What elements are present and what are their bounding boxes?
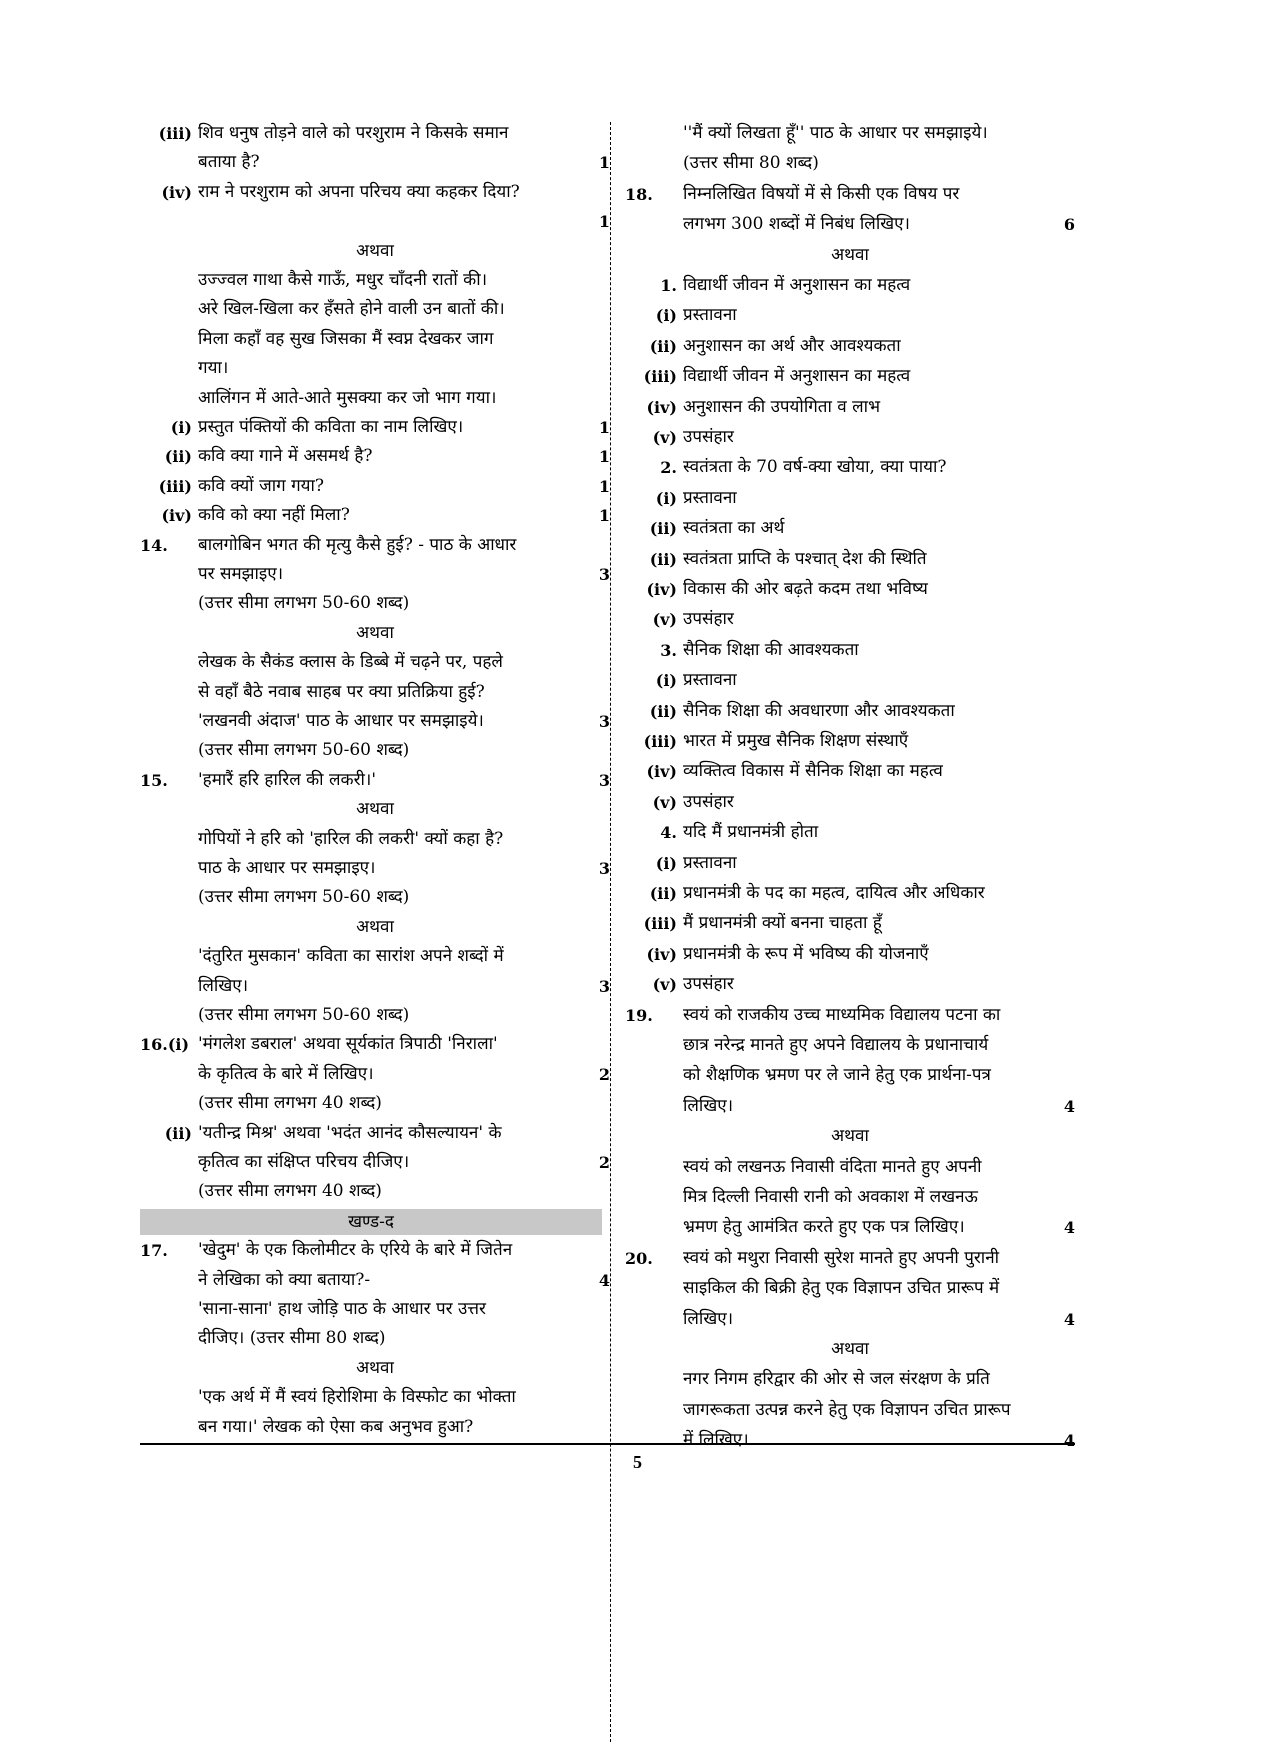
question-text: लिखिए।: [683, 1095, 734, 1116]
question-line: [140, 118, 610, 149]
athva-label: अथवा: [356, 916, 394, 937]
question-line: [140, 471, 610, 502]
question-line: [140, 1000, 610, 1031]
question-text: कवि क्यों जाग गया?: [198, 475, 325, 496]
question-text: 'दंतुरित मुसकान' कविता का सारांश अपने शब्दों में: [198, 946, 504, 967]
question-text: भ्रमण हेतु आमंत्रित करते हुए एक पत्र लिखिए।: [683, 1217, 965, 1238]
question-line: [625, 635, 1075, 666]
athva-label: अथवा: [831, 244, 869, 265]
question-text: 'यतीन्द्र मिश्र' अथवा 'भदंत आनंद कौसल्यायन' के: [198, 1122, 502, 1143]
question-text: स्वतंत्रता का अर्थ: [683, 518, 785, 539]
question-line: [625, 148, 1075, 179]
question-line: [140, 1059, 610, 1090]
marks: 1: [598, 476, 610, 496]
question-number: (ii): [649, 884, 677, 903]
question-text: यदि मैं प्रधानमंत्री होता: [683, 822, 819, 843]
question-text: जागरूकता उत्पन्न करने हेतु एक विज्ञापन उचित प्रारूप: [683, 1399, 1011, 1420]
question-line: [625, 817, 1075, 848]
question-text: स्वतंत्रता के 70 वर्ष-क्या खोया, क्या पाया?: [683, 457, 947, 478]
question-line: [625, 1121, 1075, 1152]
marks: 1: [598, 153, 610, 173]
question-line: [625, 118, 1075, 149]
marks: 1: [598, 447, 610, 467]
question-text: (उत्तर सीमा लगभग 40 शब्द): [198, 1181, 382, 1202]
question-line: [140, 1323, 610, 1354]
question-text: स्वयं को राजकीय उच्च माध्यमिक विद्यालय पटना का: [683, 1004, 1001, 1025]
question-line: [140, 1147, 610, 1178]
question-line: [625, 574, 1075, 605]
question-line: [625, 1000, 1075, 1031]
question-line: [140, 765, 610, 796]
question-number: (iv): [646, 397, 677, 417]
question-text: निम्नलिखित विषयों में से किसी एक विषय पर: [683, 183, 960, 204]
question-text: सैनिक शिक्षा की अवधारणा और आवश्यकता: [683, 700, 955, 721]
question-text: (उत्तर सीमा लगभग 40 शब्द): [198, 1093, 382, 1114]
question-number: (v): [652, 975, 677, 995]
question-line: [625, 452, 1075, 483]
page-number: 5: [633, 1452, 642, 1472]
question-text: दीजिए। (उत्तर सीमा 80 शब्द): [198, 1328, 386, 1349]
question-number: (iv): [161, 506, 192, 526]
question-line: [625, 209, 1075, 240]
question-text: अरे खिल-खिला कर हँसते होने वाली उन बातों की।: [198, 299, 505, 320]
question-number: 18.: [625, 184, 653, 204]
question-line: [625, 1273, 1075, 1304]
question-line: [625, 604, 1075, 635]
question-line: [625, 544, 1075, 575]
question-line: [140, 853, 610, 884]
marks: 4: [1063, 1309, 1075, 1329]
question-text: कवि क्या गाने में असमर्थ है?: [198, 446, 373, 467]
question-line: [140, 236, 610, 267]
question-number: 14.: [140, 535, 168, 555]
question-number: (iii): [158, 124, 192, 143]
question-line: [140, 353, 610, 384]
question-line: [140, 941, 610, 972]
question-line: [140, 1353, 610, 1384]
question-line: [140, 500, 610, 531]
question-line: [140, 677, 610, 708]
question-number: (i): [655, 488, 677, 508]
question-number: 16.(i): [140, 1035, 190, 1055]
question-text: अनुशासन का अर्थ और आवश्यकता: [683, 335, 901, 356]
marks: 3: [598, 976, 610, 996]
question-text: 'लखनवी अंदाज' पाठ के आधार पर समझाइये।: [198, 711, 484, 731]
footer-rule: [140, 1443, 1075, 1445]
question-number: (ii): [164, 447, 192, 467]
marks: 3: [598, 565, 610, 584]
question-text: मित्र दिल्ली निवासी रानी को अवकाश में लखनऊ: [683, 1187, 978, 1207]
question-text: भारत में प्रमुख सैनिक शिक्षण संस्थाएँ: [683, 731, 909, 751]
question-number: (ii): [649, 701, 677, 721]
question-line: [625, 696, 1075, 727]
question-number: (i): [655, 671, 677, 691]
question-text: 'हमारैं हरि हारिल की लकरी।': [198, 769, 377, 790]
question-text: को शैक्षणिक भ्रमण पर ले जाने हेतु एक प्रार्थना-पत्र: [683, 1065, 991, 1086]
question-text: पर समझाइए।: [198, 564, 284, 584]
question-line: [140, 530, 610, 561]
question-text: (उत्तर सीमा लगभग 50-60 शब्द): [198, 887, 410, 908]
question-line: [625, 1060, 1075, 1091]
question-text: 'खेदुम' के एक किलोमीटर के एरिये के बारे में जितेन: [198, 1240, 513, 1261]
question-text: विद्यार्थी जीवन में अनुशासन का महत्व: [683, 275, 911, 295]
question-line: [625, 969, 1075, 1000]
question-number: 19.: [625, 1005, 653, 1025]
question-number: 4.: [660, 823, 677, 843]
question-number: (v): [652, 792, 677, 812]
marks: 3: [598, 770, 610, 790]
athva-label: अथवा: [356, 622, 394, 643]
question-line: [625, 787, 1075, 818]
question-line: [625, 756, 1075, 787]
question-line: [140, 735, 610, 766]
question-text: कवि को क्या नहीं मिला?: [198, 505, 350, 526]
question-number: (iv): [646, 944, 677, 964]
question-number: 1.: [660, 276, 677, 295]
question-text: उपसंहार: [683, 427, 734, 447]
question-line: [625, 1212, 1075, 1243]
question-text: लेखक के सैकंड क्लास के डिब्बे में चढ़ने पर, पहले: [198, 652, 503, 673]
question-line: [140, 147, 610, 178]
question-number: (ii): [649, 336, 677, 356]
question-line: [140, 1235, 610, 1266]
question-line: [140, 206, 610, 237]
marks: 6: [1063, 215, 1075, 235]
question-text: (उत्तर सीमा लगभग 50-60 शब्द): [198, 740, 410, 761]
athva-label: अथवा: [831, 1126, 869, 1147]
question-line: [625, 240, 1075, 271]
question-text: प्रधानमंत्री के पद का महत्व, दायित्व और अधिकार: [683, 883, 985, 903]
question-line: [625, 361, 1075, 392]
question-line: [140, 588, 610, 619]
question-text: प्रस्तावना: [683, 487, 737, 508]
question-number: (i): [655, 853, 677, 873]
question-line: [625, 483, 1075, 514]
question-text: 'मंगलेश डबराल' अथवा सूर्यकांत त्रिपाठी 'निराला': [198, 1034, 498, 1055]
question-text: विद्यार्थी जीवन में अनुशासन का महत्व: [683, 366, 911, 387]
question-line: [140, 1088, 610, 1119]
question-line: [140, 1382, 610, 1413]
question-text: राम ने परशुराम को अपना परिचय क्या कहकर दिया?: [198, 181, 520, 202]
question-number: (iii): [158, 476, 192, 496]
question-text: में लिखिए।: [683, 1430, 749, 1451]
question-text: बन गया।' लेखक को ऐसा कब अनुभव हुआ?: [198, 1416, 474, 1437]
marks: 3: [598, 859, 610, 878]
question-number: (iii): [643, 367, 677, 387]
question-line: [140, 412, 610, 443]
question-line: [625, 1182, 1075, 1213]
question-line: [140, 647, 610, 678]
question-line: [140, 1294, 610, 1325]
question-line: [625, 1395, 1075, 1426]
marks: 1: [598, 418, 610, 437]
question-number: (iv): [646, 580, 677, 599]
question-number: 2.: [660, 458, 677, 478]
question-text: ''मैं क्यों लिखता हूँ'' पाठ के आधार पर समझाइये।: [683, 123, 988, 143]
question-text: (उत्तर सीमा लगभग 50-60 शब्द): [198, 593, 410, 614]
question-text: व्यक्तित्व विकास में सैनिक शिक्षा का महत्व: [683, 761, 943, 782]
question-number: 15.: [140, 770, 168, 790]
athva-label: अथवा: [831, 1339, 869, 1359]
question-line: [625, 1243, 1075, 1274]
question-text: स्वयं को मथुरा निवासी सुरेश मानते हुए अपनी पुरानी: [683, 1247, 1000, 1268]
marks: 4: [1063, 1431, 1075, 1451]
question-line: [140, 706, 610, 737]
question-line: [140, 441, 610, 472]
question-line: [140, 824, 610, 855]
question-text: उपसंहार: [683, 609, 734, 630]
question-number: (iv): [646, 762, 677, 782]
question-number: (v): [652, 610, 677, 630]
question-text: लिखिए।: [683, 1308, 734, 1329]
question-number: (iv): [161, 182, 192, 202]
question-text: स्वतंत्रता प्राप्ति के पश्चात् देश की स्थिति: [683, 548, 927, 569]
question-text: प्रस्तावना: [683, 670, 737, 691]
question-text: गोपियों ने हरि को 'हारिल की लकरी' क्यों कहा है?: [198, 828, 504, 849]
section-band: खण्ड-द: [140, 1209, 602, 1235]
marks: 2: [598, 1153, 610, 1172]
question-line: [625, 665, 1075, 696]
question-text: उपसंहार: [683, 791, 734, 812]
question-number: (ii): [649, 519, 677, 539]
question-text: पाठ के आधार पर समझाइए।: [198, 858, 376, 878]
question-text: 'एक अर्थ में मैं स्वयं हिरोशिमा के विस्फोट का भोक्ता: [198, 1387, 516, 1408]
question-line: [140, 1265, 610, 1296]
question-line: [140, 1176, 610, 1207]
question-line: [625, 939, 1075, 970]
question-line: [625, 1030, 1075, 1061]
question-number: 17.: [140, 1241, 168, 1261]
question-text: सैनिक शिक्षा की आवश्यकता: [683, 639, 859, 660]
question-text: प्रधानमंत्री के रूप में भविष्य की योजनाएँ: [683, 943, 929, 964]
question-line: [140, 794, 610, 825]
question-text: (उत्तर सीमा लगभग 50-60 शब्द): [198, 1005, 410, 1025]
question-text: विकास की ओर बढ़ते कदम तथा भविष्य: [683, 579, 928, 599]
question-line: [140, 882, 610, 913]
question-line: [625, 331, 1075, 362]
question-line: [140, 1118, 610, 1149]
athva-label: अथवा: [356, 799, 394, 820]
question-text: मैं प्रधानमंत्री क्यों बनना चाहता हूँ: [683, 913, 882, 934]
question-line: [140, 177, 610, 208]
question-text: कृतित्व का संक्षिप्त परिचय दीजिए।: [198, 1152, 410, 1172]
marks: 4: [1063, 1096, 1075, 1116]
question-number: (iii): [643, 732, 677, 751]
question-number: (ii): [649, 549, 677, 569]
question-number: (v): [652, 428, 677, 447]
question-line: [140, 618, 610, 649]
question-text: 'साना-साना' हाथ जोड़ि पाठ के आधार पर उत्तर: [198, 1299, 486, 1319]
question-number: (i): [170, 418, 192, 437]
marks: 1: [598, 212, 610, 232]
question-line: [625, 848, 1075, 879]
question-line: [625, 726, 1075, 757]
marks: 2: [598, 1064, 610, 1084]
question-line: [140, 383, 610, 414]
question-number: 3.: [660, 640, 677, 660]
marks: 3: [598, 712, 610, 731]
question-line: [625, 179, 1075, 210]
question-line: [140, 1029, 610, 1060]
question-text: ने लेखिका को क्या बताया?-: [198, 1269, 371, 1290]
question-text: आलिंगन में आते-आते मुसक्या कर जो भाग गया।: [198, 387, 497, 408]
question-line: [140, 559, 610, 590]
question-text: उज्ज्वल गाथा कैसे गाऊँ, मधुर चाँदनी रातों की।: [198, 270, 488, 290]
question-text: छात्र नरेन्द्र मानते हुए अपने विद्यालय के प्रधानाचार्य: [683, 1035, 989, 1055]
question-text: के कृतित्व के बारे में लिखिए।: [198, 1063, 374, 1084]
question-text: प्रस्तुत पंक्तियों की कविता का नाम लिखिए।: [198, 417, 464, 437]
question-line: [625, 908, 1075, 939]
question-text: लगभग 300 शब्दों में निबंध लिखिए।: [683, 214, 910, 235]
question-line: [625, 422, 1075, 453]
question-line: [140, 265, 610, 296]
question-text: प्रस्तावना: [683, 305, 737, 326]
question-line: [140, 294, 610, 325]
question-line: [625, 1334, 1075, 1365]
question-line: [625, 1091, 1075, 1122]
question-text: बालगोबिन भगत की मृत्यु कैसे हुई? - पाठ के आधार: [198, 534, 517, 555]
marks: 4: [598, 1270, 610, 1290]
question-line: [625, 1364, 1075, 1395]
question-line: [625, 878, 1075, 909]
question-text: से वहाँ बैठे नवाब साहब पर क्या प्रतिक्रिया हुई?: [198, 681, 485, 702]
question-text: स्वयं को लखनऊ निवासी वंदिता मानते हुए अपनी: [683, 1156, 982, 1177]
question-number: (i): [655, 306, 677, 326]
marks: 4: [1063, 1218, 1075, 1238]
question-number: (iii): [643, 914, 677, 934]
question-line: [625, 392, 1075, 423]
question-text: (उत्तर सीमा 80 शब्द): [683, 153, 819, 174]
question-line: [140, 324, 610, 355]
question-text: बताया है?: [198, 152, 260, 173]
question-line: [140, 1412, 610, 1443]
question-text: अनुशासन की उपयोगिता व लाभ: [683, 396, 881, 417]
athva-label: अथवा: [356, 240, 394, 261]
question-text: उपसंहार: [683, 974, 734, 995]
question-text: लिखिए।: [198, 975, 249, 996]
column-divider: [610, 122, 611, 1742]
question-number: (ii): [164, 1123, 192, 1143]
question-text: शिव धनुष तोड़ने वाले को परशुराम ने किसके समान: [198, 123, 509, 143]
question-text: प्रस्तावना: [683, 852, 737, 873]
athva-label: अथवा: [356, 1357, 394, 1378]
question-text: मिला कहाँ वह सुख जिसका मैं स्वप्न देखकर जाग: [198, 328, 494, 349]
question-line: [625, 270, 1075, 301]
question-line: [625, 513, 1075, 544]
question-text: नगर निगम हरिद्वार की ओर से जल संरक्षण के प्रति: [683, 1369, 990, 1390]
question-line: [625, 300, 1075, 331]
marks: 1: [598, 506, 610, 526]
question-text: साइकिल की बिक्री हेतु एक विज्ञापन उचित प्रारूप में: [683, 1278, 1000, 1299]
question-line: [625, 1152, 1075, 1183]
question-number: 20.: [625, 1248, 653, 1268]
question-line: [140, 971, 610, 1002]
question-line: [625, 1304, 1075, 1335]
question-line: [140, 912, 610, 943]
question-text: गया।: [198, 358, 229, 379]
